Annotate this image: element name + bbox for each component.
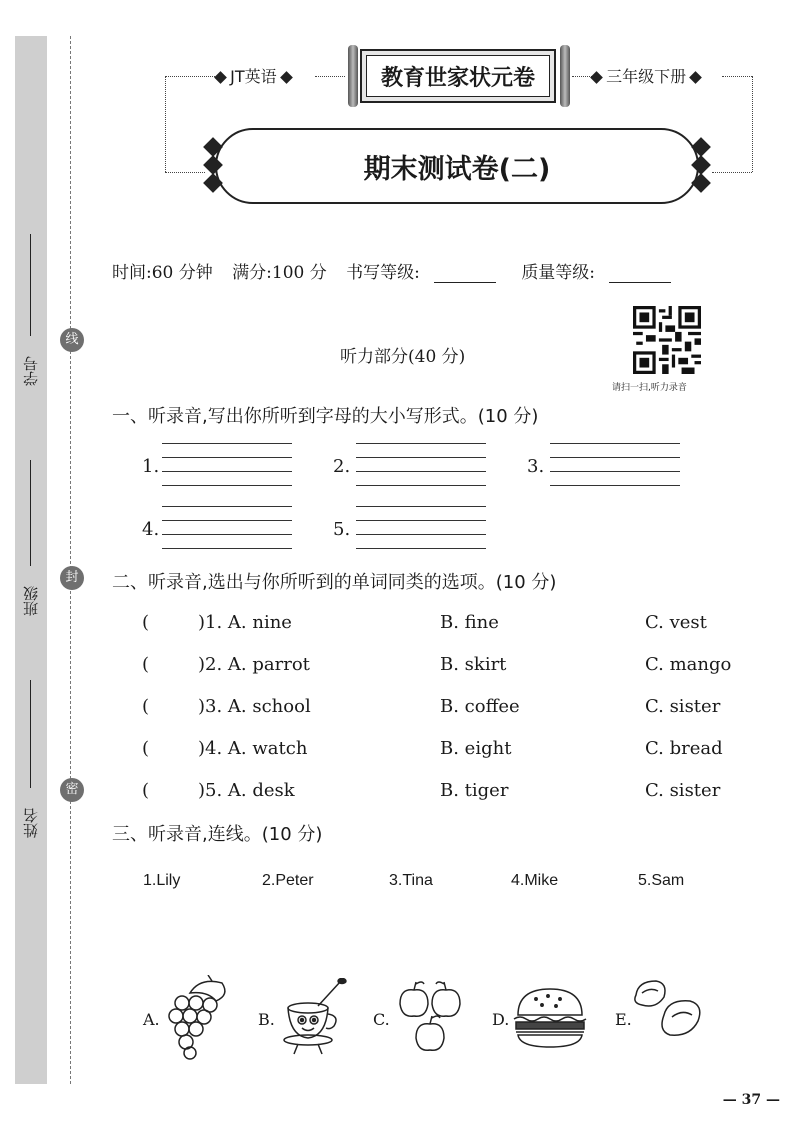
grade-tag: 三年级下册 (606, 67, 687, 86)
qr-code-icon[interactable] (633, 306, 701, 374)
question-row (142, 696, 762, 722)
picture-letter: D. (492, 1010, 510, 1029)
question-row (142, 654, 762, 680)
answer-paren[interactable]: ( (142, 612, 150, 633)
seal-secret: 密 (60, 778, 84, 802)
answer-paren[interactable]: ( (142, 738, 150, 759)
item-number: 5. (333, 519, 351, 540)
option-b: B. coffee (440, 696, 520, 717)
seal-line: 线 (60, 328, 84, 352)
option-b: B. fine (440, 612, 499, 633)
qr-caption: 请扫一扫,听力录音 (612, 383, 687, 393)
time-info: 时间:60 分钟 (112, 263, 213, 283)
quality-grade-label: 质量等级: (521, 263, 596, 283)
match-name[interactable]: 2.Peter (262, 872, 314, 889)
picture-letter: A. (143, 1010, 160, 1029)
cut-line (70, 36, 71, 1084)
picture-letter: E. (615, 1010, 632, 1029)
exam-info (112, 258, 685, 283)
writing-lines-5[interactable] (356, 506, 486, 550)
picture-letter: C. (373, 1010, 390, 1029)
scroll-banner (348, 45, 570, 107)
page-number: — 37 — (722, 1092, 780, 1108)
option-a: )5. A. desk (198, 780, 295, 801)
header-dotline-left-v (165, 76, 166, 172)
header-left-tag (216, 64, 291, 87)
student-id-line (30, 234, 31, 336)
seal-seal: 封 (60, 566, 84, 590)
listening-part-title: 听力部分(40 分) (340, 347, 466, 367)
apples-icon[interactable] (392, 978, 472, 1058)
diamond-icon (280, 71, 293, 84)
option-b: B. eight (440, 738, 512, 759)
writing-lines-3[interactable] (550, 443, 680, 487)
option-a: )4. A. watch (198, 738, 308, 759)
writing-grade-field[interactable] (434, 282, 496, 283)
option-a: )3. A. school (198, 696, 311, 717)
header-dotline-right-b (712, 172, 752, 173)
header-dotline-left (165, 76, 215, 77)
question-row (142, 780, 762, 806)
diamond-icon (214, 71, 227, 84)
header-dotline-right (722, 76, 752, 77)
writing-grade-label: 书写等级: (346, 263, 420, 283)
binding-strip (15, 36, 47, 1084)
match-name[interactable]: 3.Tina (389, 872, 433, 889)
question-row (142, 612, 762, 638)
series-title: 教育世家状元卷 (366, 55, 550, 97)
match-name[interactable]: 4.Mike (511, 872, 559, 889)
match-name[interactable]: 1.Lily (143, 872, 181, 889)
option-c: C. bread (645, 738, 723, 759)
item-number: 4. (142, 519, 160, 540)
item-number: 2. (333, 456, 351, 477)
option-c: C. sister (645, 780, 721, 801)
name-line (30, 680, 31, 788)
grapes-icon[interactable] (160, 975, 240, 1060)
writing-lines-2[interactable] (356, 443, 486, 487)
option-c: C. vest (645, 612, 707, 633)
writing-lines-1[interactable] (162, 443, 292, 487)
option-c: C. mango (645, 654, 732, 675)
match-name[interactable]: 5.Sam (638, 872, 685, 889)
section3-title: 三、听录音,连线。(10 分) (112, 824, 323, 845)
cup-icon[interactable] (278, 978, 348, 1058)
option-b: B. tiger (440, 780, 509, 801)
quality-grade-field[interactable] (609, 282, 671, 283)
scroll-roll-right (560, 45, 570, 107)
class-line (30, 460, 31, 566)
exam-title: 期末测试卷(二) (215, 128, 699, 204)
header-dotline-mid-left (315, 76, 345, 77)
writing-lines-4[interactable] (162, 506, 292, 550)
scroll-roll-left (348, 45, 358, 107)
section1-title: 一、听录音,写出你所听到字母的大小写形式。(10 分) (112, 406, 539, 427)
student-id-label: 学号 (22, 356, 40, 386)
item-number: 1. (142, 456, 160, 477)
question-row (142, 738, 762, 764)
option-a: )1. A. nine (198, 612, 292, 633)
answer-paren[interactable]: ( (142, 696, 150, 717)
option-a: )2. A. parrot (198, 654, 310, 675)
answer-paren[interactable]: ( (142, 780, 150, 801)
answer-paren[interactable]: ( (142, 654, 150, 675)
class-label: 班级 (22, 586, 40, 616)
hamburger-icon[interactable] (510, 985, 590, 1050)
diamond-icon (590, 71, 603, 84)
section2-title: 二、听录音,选出与你所听到的单词同类的选项。(10 分) (112, 572, 557, 593)
header-dotline-left-b (165, 172, 205, 173)
subject-tag: JT英语 (230, 67, 277, 86)
header-right-tag (592, 64, 700, 87)
option-c: C. sister (645, 696, 721, 717)
header-dotline-right-v (752, 76, 753, 172)
chips-icon[interactable] (628, 975, 708, 1045)
diamond-icon (689, 71, 702, 84)
item-number: 3. (527, 456, 545, 477)
full-score-info: 满分:100 分 (232, 263, 327, 283)
option-b: B. skirt (440, 654, 507, 675)
name-label: 姓名 (22, 808, 40, 838)
picture-letter: B. (258, 1010, 275, 1029)
